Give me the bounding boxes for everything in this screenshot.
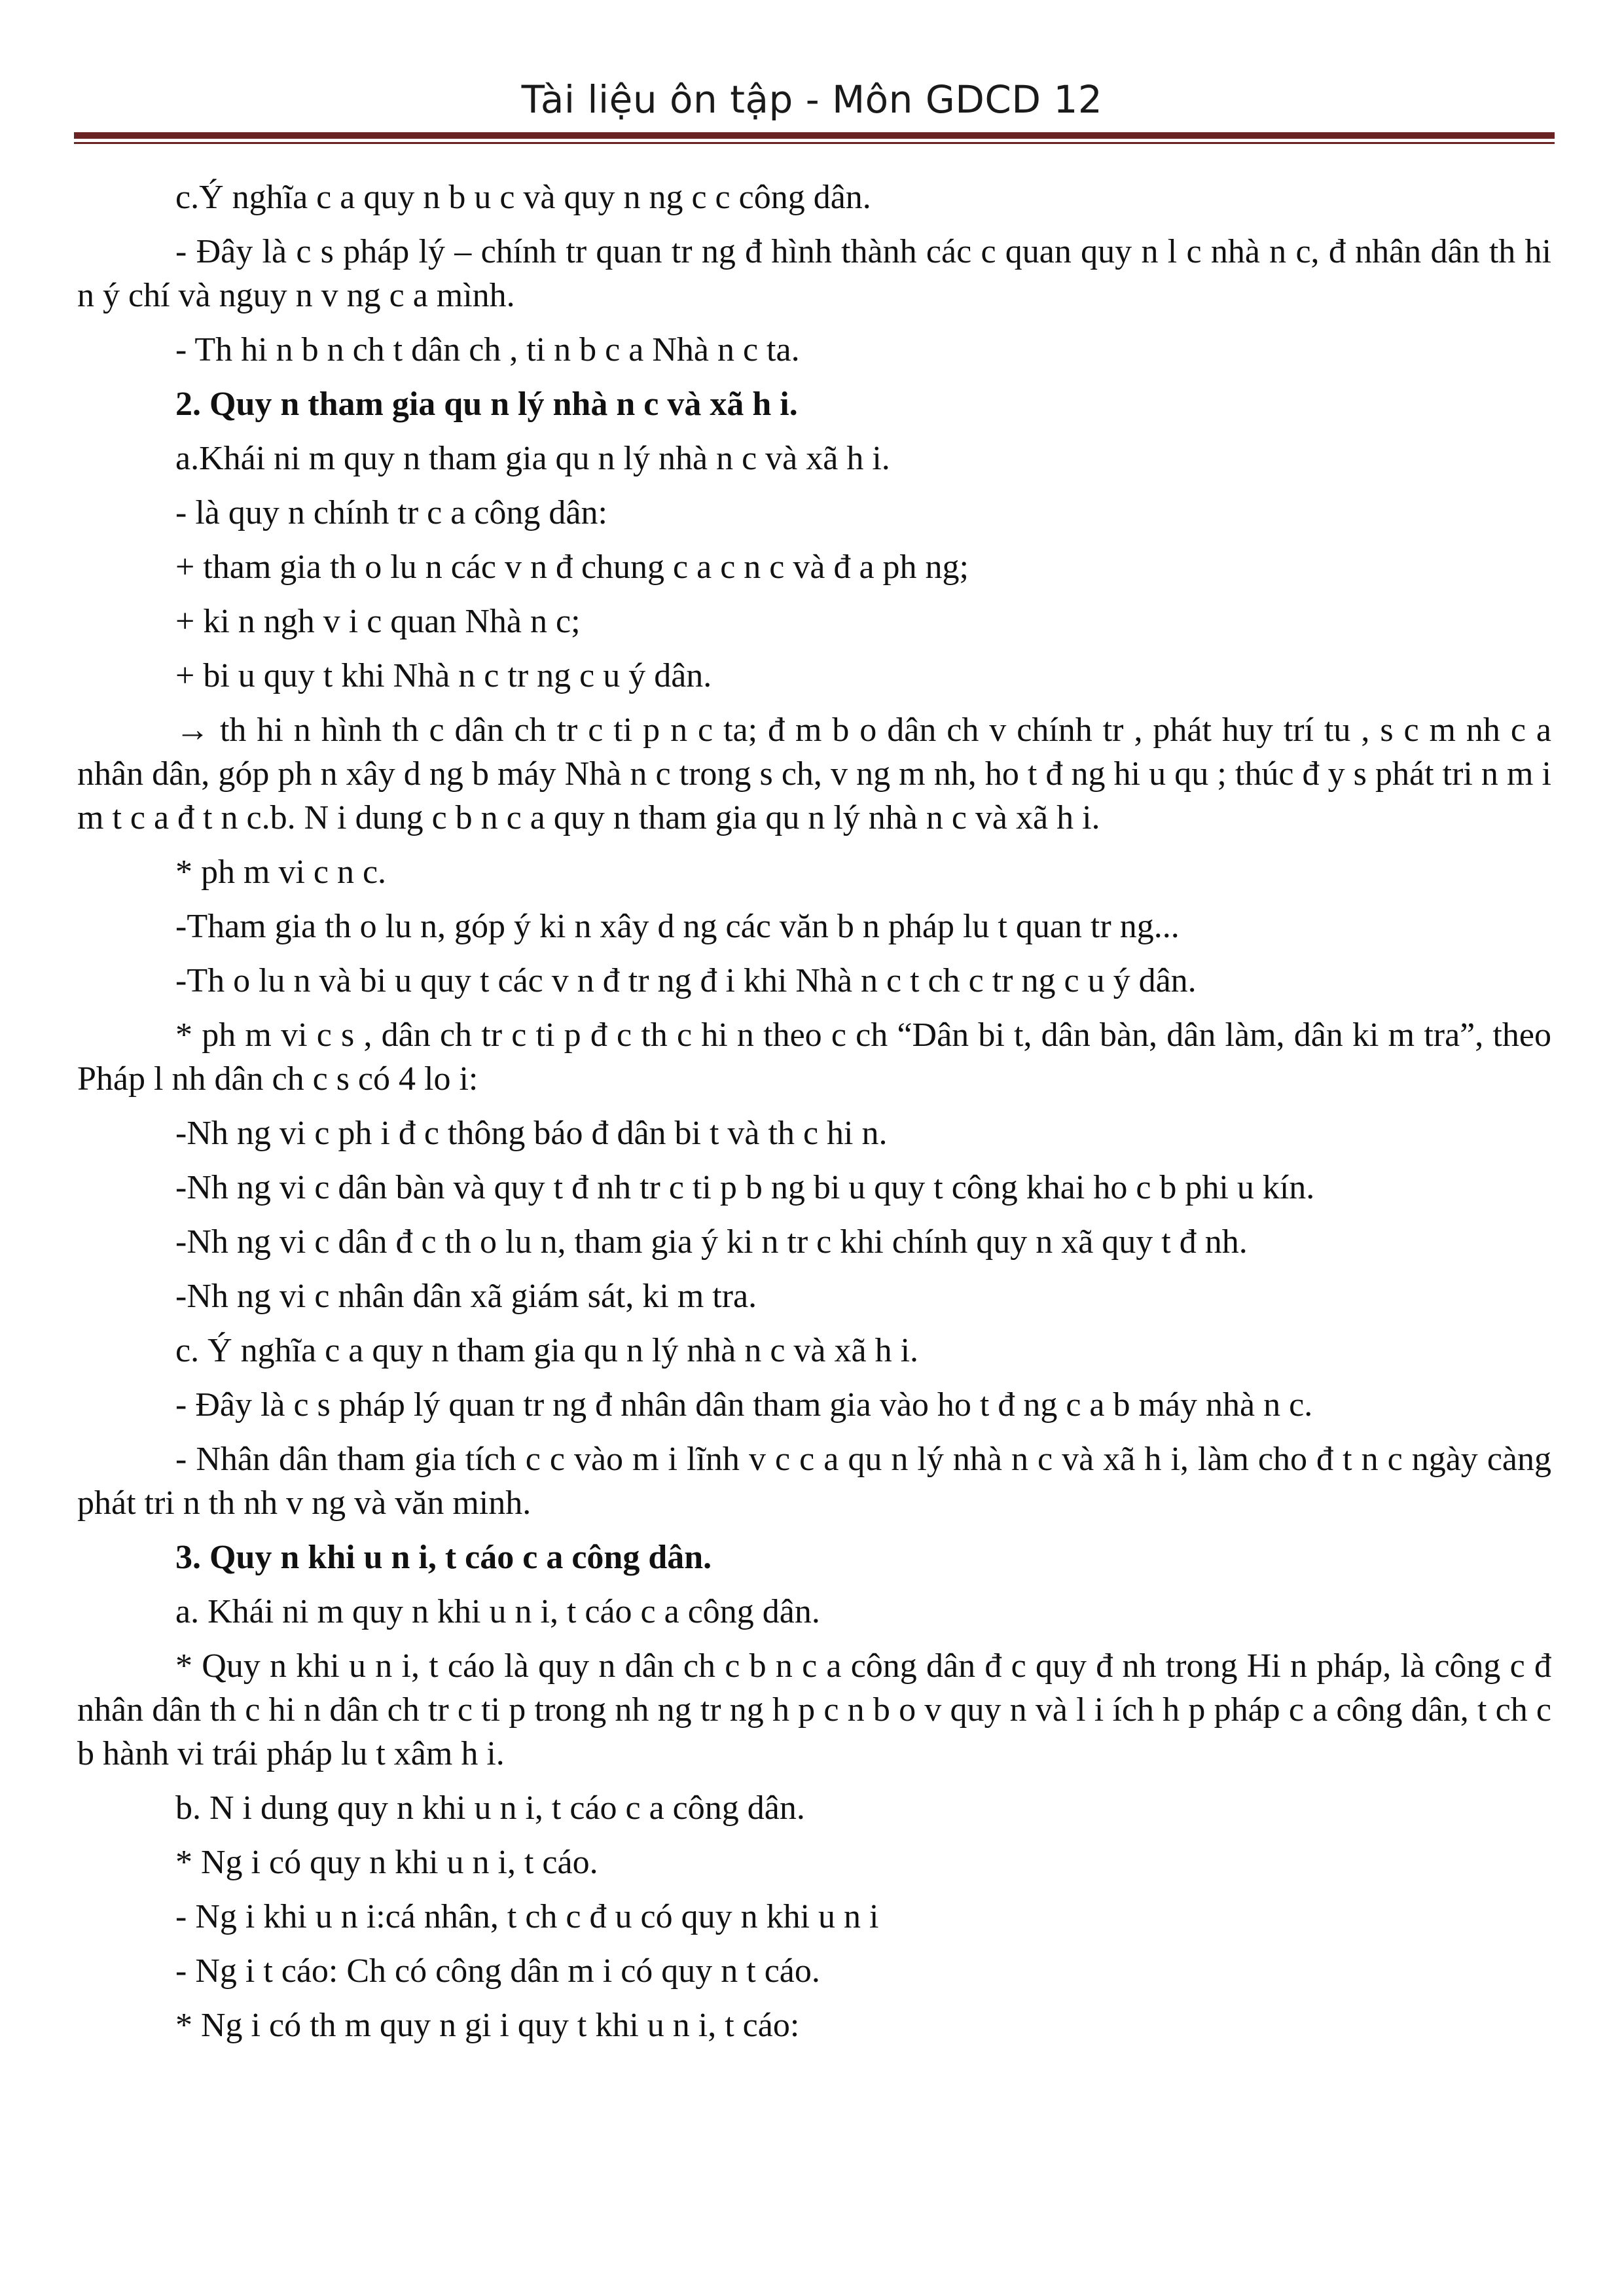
- header-rule-thick: [74, 132, 1555, 139]
- paragraph: → th hi n hình th c dân ch tr c ti p n c ta; đ m b o dân ch v chính tr , phát huy trí tu , s c m nh c a nhân dân, góp ph n xây d ng b máy Nhà n c trong s ch, v ng m nh, ho t đ ng hi u qu ; thúc đ y s phát tri n m i m t c a đ t n c.b. N i dung c b n c a quy n tham gia qu n lý nhà n c và xã h i.: [77, 711, 1551, 836]
- paragraph: -Nh ng vi c nhân dân xã giám sát, ki m tra.: [175, 1278, 757, 1315]
- document-body: [77, 175, 1551, 2058]
- paragraph: + tham gia th o lu n các v n đ chung c a c n c và đ a ph ng;: [175, 548, 969, 586]
- paragraph: * Ng i có th m quy n gi i quy t khi u n i, t cáo:: [175, 2007, 800, 2044]
- paragraph: c. Ý nghĩa c a quy n tham gia qu n lý nhà n c và xã h i.: [175, 1332, 919, 1369]
- paragraph: * ph m vi c s , dân ch tr c ti p đ c th c hi n theo c ch “Dân bi t, dân bàn, dân làm, dân ki m tra”, theo Pháp l nh dân ch c s có 4 lo i:: [77, 1016, 1551, 1098]
- paragraph: * ph m vi c n c.: [175, 853, 387, 891]
- paragraph: b. N i dung quy n khi u n i, t cáo c a công dân.: [175, 1789, 805, 1827]
- paragraph: - là quy n chính tr c a công dân:: [175, 494, 607, 531]
- paragraph: a.Khái ni m quy n tham gia qu n lý nhà n c và xã h i.: [175, 440, 890, 477]
- paragraph: -Nh ng vi c dân đ c th o lu n, tham gia ý ki n tr c khi chính quy n xã quy t đ nh.: [175, 1223, 1248, 1261]
- paragraph: -Nh ng vi c dân bàn và quy t đ nh tr c ti p b ng bi u quy t công khai ho c b phi u kín.: [175, 1169, 1315, 1206]
- paragraph: + ki n ngh v i c quan Nhà n c;: [175, 603, 581, 640]
- paragraph: * Quy n khi u n i, t cáo là quy n dân ch c b n c a công dân đ c quy đ nh trong Hi n pháp, là công c đ nhân dân th c hi n dân ch tr c ti p trong nh ng tr ng h p c n b o v quy n và l i ích h p pháp c a công dân, t ch c b hành vi trái pháp lu t xâm h i.: [77, 1647, 1551, 1772]
- paragraph: c.Ý nghĩa c a quy n b u c và quy n ng c c công dân.: [175, 179, 871, 216]
- paragraph: + bi u quy t khi Nhà n c tr ng c u ý dân.: [175, 657, 712, 694]
- paragraph: * Ng i có quy n khi u n i, t cáo.: [175, 1844, 598, 1881]
- paragraph: -Th o lu n và bi u quy t các v n đ tr ng đ i khi Nhà n c t ch c tr ng c u ý dân.: [175, 962, 1197, 999]
- paragraph: a. Khái ni m quy n khi u n i, t cáo c a công dân.: [175, 1593, 820, 1630]
- paragraph: - Đây là c s pháp lý quan tr ng đ nhân dân tham gia vào ho t đ ng c a b máy nhà n c.: [175, 1386, 1313, 1424]
- section-heading: 3. Quy n khi u n i, t cáo c a công dân.: [175, 1539, 712, 1576]
- paragraph: - Đây là c s pháp lý – chính tr quan tr ng đ hình thành các c quan quy n l c nhà n c, đ nhân dân th hi n ý chí và nguy n v ng c a mình.: [77, 233, 1551, 314]
- page-header-title: Tài liệu ôn tập - Môn GDCD 12: [521, 77, 1103, 122]
- header-rule-thin: [74, 142, 1555, 144]
- paragraph: - Ng i khi u n i:cá nhân, t ch c đ u có quy n khi u n i: [175, 1898, 879, 1935]
- paragraph: - Ng i t cáo: Ch có công dân m i có quy n t cáo.: [175, 1952, 820, 1990]
- paragraph: - Th hi n b n ch t dân ch , ti n b c a Nhà n c ta.: [175, 331, 800, 368]
- paragraph: - Nhân dân tham gia tích c c vào m i lĩnh v c c a qu n lý nhà n c và xã h i, làm cho đ t n c ngày càng phát tri n th nh v ng và văn minh.: [77, 1441, 1551, 1522]
- paragraph: -Nh ng vi c ph i đ c thông báo đ dân bi t và th c hi n.: [175, 1115, 888, 1152]
- paragraph: -Tham gia th o lu n, góp ý ki n xây d ng các văn b n pháp lu t quan tr ng...: [175, 908, 1180, 945]
- section-heading: 2. Quy n tham gia qu n lý nhà n c và xã h i.: [175, 386, 798, 423]
